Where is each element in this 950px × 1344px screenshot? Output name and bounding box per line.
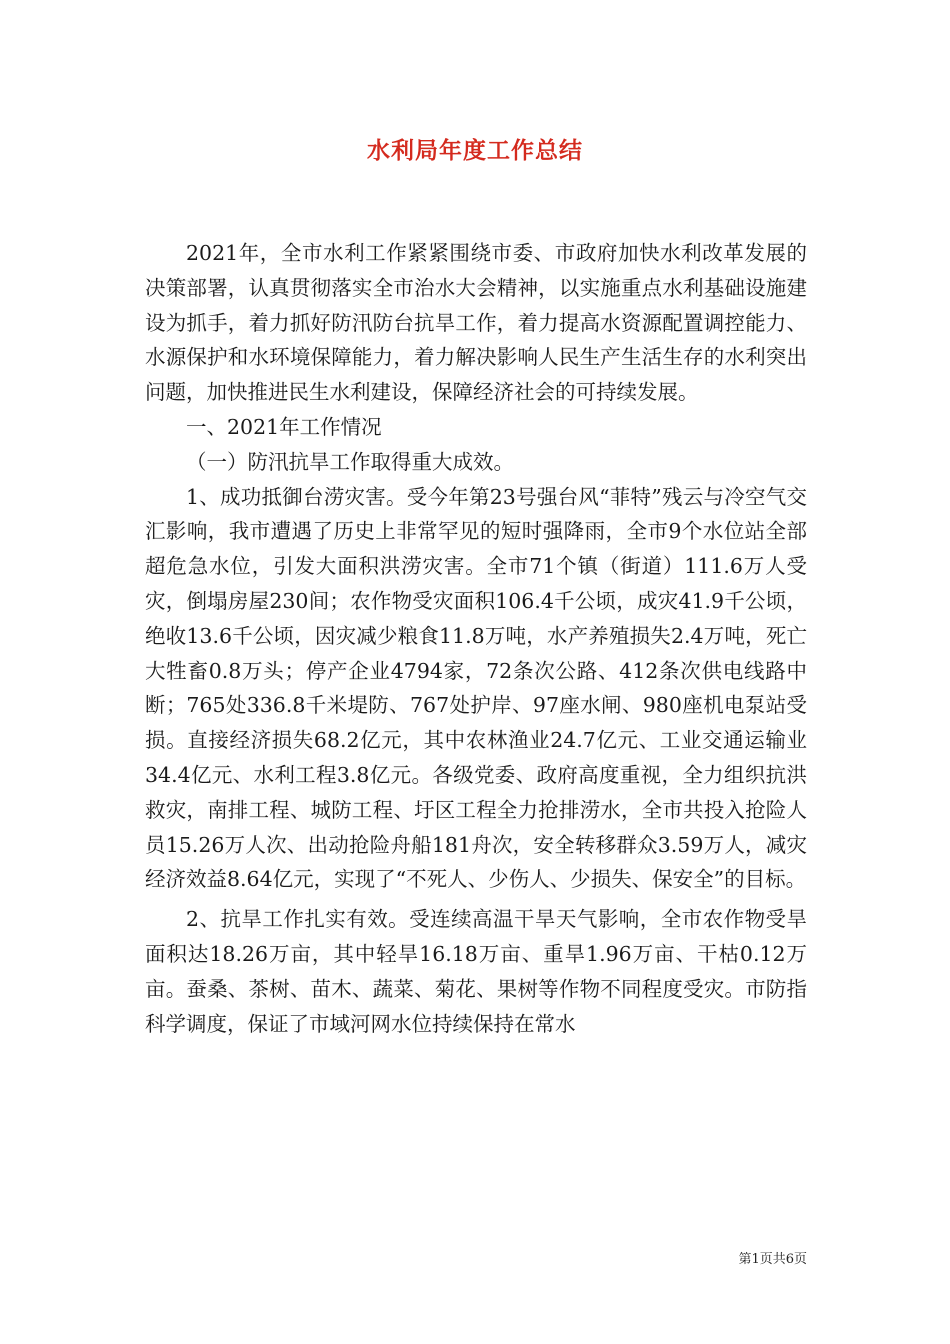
document-title: 水利局年度工作总结	[367, 138, 583, 164]
section-heading: 一、2021年工作情况	[186, 414, 382, 439]
page-number: 第1页共6页	[738, 1252, 807, 1267]
document-body	[145, 236, 807, 1041]
paragraph-intro: 2021年，全市水利工作紧紧围绕市委、市政府加快水利改革发展的决策部署，认真贯彻落实全市治水大会精神，以实施重点水利基础设施建设为抓手，着力抓好防汛防台抗旱工作，着力提高水资源配置调控能力、水源保护和水环境保障能力，着力解决影响人民生产生活生存的水利突出问题，加快推进民生水利建设，保障经济社会的可持续发展。	[145, 241, 807, 405]
paragraph-drought: 2、抗旱工作扎实有效。受连续高温干旱天气影响，全市农作物受旱面积达18.26万亩，其中轻旱16.18万亩、重旱1.96万亩、干枯0.12万亩。蚕桑、茶树、苗木、蔬菜、菊花、果树等作物不同程度受灾。市防指科学调度，保证了市域河网水位持续保持在常水	[145, 907, 807, 1036]
subsection-heading: （一）防汛抗旱工作取得重大成效。	[186, 449, 514, 474]
paragraph-flood: 1、成功抵御台涝灾害。受今年第23号强台风“菲特”残云与冷空气交汇影响，我市遭遇了历史上非常罕见的短时强降雨，全市9个水位站全部超危急水位，引发大面积洪涝灾害。全市71个镇（街道）111.6万人受灾，倒塌房屋230间；农作物受灾面积106.4千公顷，成灾41.9千公顷，绝收13.6千公顷，因灾减少粮食11.8万吨，水产养殖损失2.4万吨，死亡大牲畜0.8万头；停产企业4794家，72条次公路、412条次供电线路中断；765处336.8千米堤防、767处护岸、97座水闸、980座机电泵站受损。直接经济损失68.2亿元，其中农林渔业24.7亿元、工业交通运输业34.4亿元、水利工程3.8亿元。各级党委、政府高度重视，全力组织抗洪救灾，南排工程、城防工程、圩区工程全力抢排涝水，全市共投入抢险人员15.26万人次、出动抢险舟船181舟次，安全转移群众3.59万人，减灾经济效益8.64亿元，实现了“不死人、少伤人、少损失、保安全”的目标。	[145, 484, 807, 892]
